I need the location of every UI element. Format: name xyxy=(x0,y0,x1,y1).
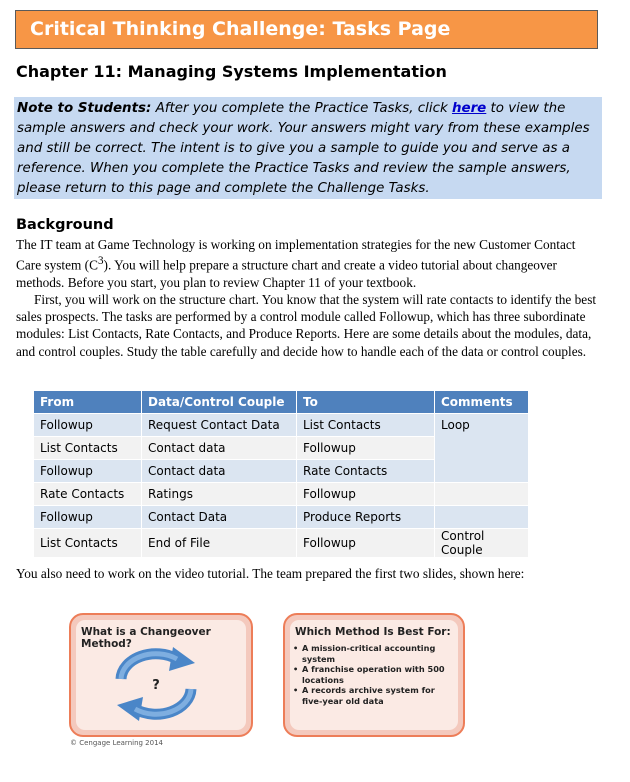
header-to: To xyxy=(297,391,435,414)
list-item: • A records archive system for five-year old data xyxy=(293,685,453,706)
sample-answers-link[interactable]: here xyxy=(451,101,487,116)
cell-couple: Request Contact Data xyxy=(142,414,297,437)
cell-to: Rate Contacts xyxy=(297,460,435,483)
cell-from: Followup xyxy=(34,460,142,483)
cell-comments: Loop xyxy=(435,414,529,483)
list-item: • A franchise operation with 500 locations xyxy=(293,664,453,685)
cell-couple: End of File xyxy=(142,529,297,558)
slide2-title: Which Method Is Best For: xyxy=(295,626,451,638)
cell-couple: Contact Data xyxy=(142,506,297,529)
cell-comments: Control Couple xyxy=(435,529,529,558)
note-to-students xyxy=(14,97,602,199)
slide-which-method xyxy=(283,613,465,737)
cell-comments xyxy=(435,483,529,506)
background-paragraph-1: The IT team at Game Technology is working on implementation strategies for the new Customer Contact Care system $(C^3)$. You will help prepare a structure chart and create a video tutorial about changeover methods. Before you start, you plan to review Chapter 11 of your textbook. xyxy=(16,237,576,290)
table-row xyxy=(34,529,529,558)
background-heading: Background xyxy=(16,217,114,233)
list-item: • A mission-critical accounting system xyxy=(293,643,453,664)
question-mark: ? xyxy=(152,678,160,693)
cell-to: List Contacts xyxy=(297,414,435,437)
table-row xyxy=(34,414,529,437)
cell-from: List Contacts xyxy=(34,437,142,460)
slide1-title: What is a Changeover Method? xyxy=(81,626,211,650)
cell-to: Followup xyxy=(297,437,435,460)
cell-comments xyxy=(435,506,529,529)
background-text xyxy=(16,236,602,360)
cell-couple: Ratings xyxy=(142,483,297,506)
page-banner: Critical Thinking Challenge: Tasks Page xyxy=(15,10,598,49)
cycle-arrows-icon xyxy=(107,639,205,727)
background-paragraph-2: First, you will work on the structure chart. You know that the system will rate contacts to identify the best sales prospects. The tasks are performed by a control module called Followup, which has three subordinate modules: List Contacts, Rate Contacts, and Produce Reports. Here are some details about the modules, data, and control couples. Study the table carefully and decide how to handle each of the data or control couples. xyxy=(16,292,597,359)
cell-from: List Contacts xyxy=(34,529,142,558)
cell-from: Followup xyxy=(34,506,142,529)
video-tutorial-text: You also need to work on the video tutorial. The team prepared the first two slides, shown here: xyxy=(16,566,525,581)
header-from: From xyxy=(34,391,142,414)
note-text-before-link: After you complete the Practice Tasks, click xyxy=(151,101,452,116)
cell-to: Followup xyxy=(297,529,435,558)
cell-from: Rate Contacts xyxy=(34,483,142,506)
table-row xyxy=(34,483,529,506)
table-row xyxy=(34,506,529,529)
note-label: Note to Students: xyxy=(17,101,152,116)
header-comments: Comments xyxy=(435,391,529,414)
cell-from: Followup xyxy=(34,414,142,437)
slide-changeover-method xyxy=(69,613,253,737)
slide2-bullets xyxy=(293,643,453,707)
cell-to: Followup xyxy=(297,483,435,506)
cell-to: Produce Reports xyxy=(297,506,435,529)
cell-couple: Contact data xyxy=(142,437,297,460)
cell-couple: Contact data xyxy=(142,460,297,483)
module-table xyxy=(33,390,529,558)
table-header-row xyxy=(34,391,529,414)
note-text-after-link: to view the sample answers and check your work. Your answers might vary from these examples and still be correct. The intent is to give you a sample to guide you and serve as a reference. When you complete the Practice Tasks and review the sample answers, please return to this page and complete the Challenge Tasks. xyxy=(17,101,590,196)
copyright-notice: © Cengage Learning 2014 xyxy=(70,739,163,747)
header-couple: Data/Control Couple xyxy=(142,391,297,414)
chapter-title: Chapter 11: Managing Systems Implementation xyxy=(16,62,447,81)
